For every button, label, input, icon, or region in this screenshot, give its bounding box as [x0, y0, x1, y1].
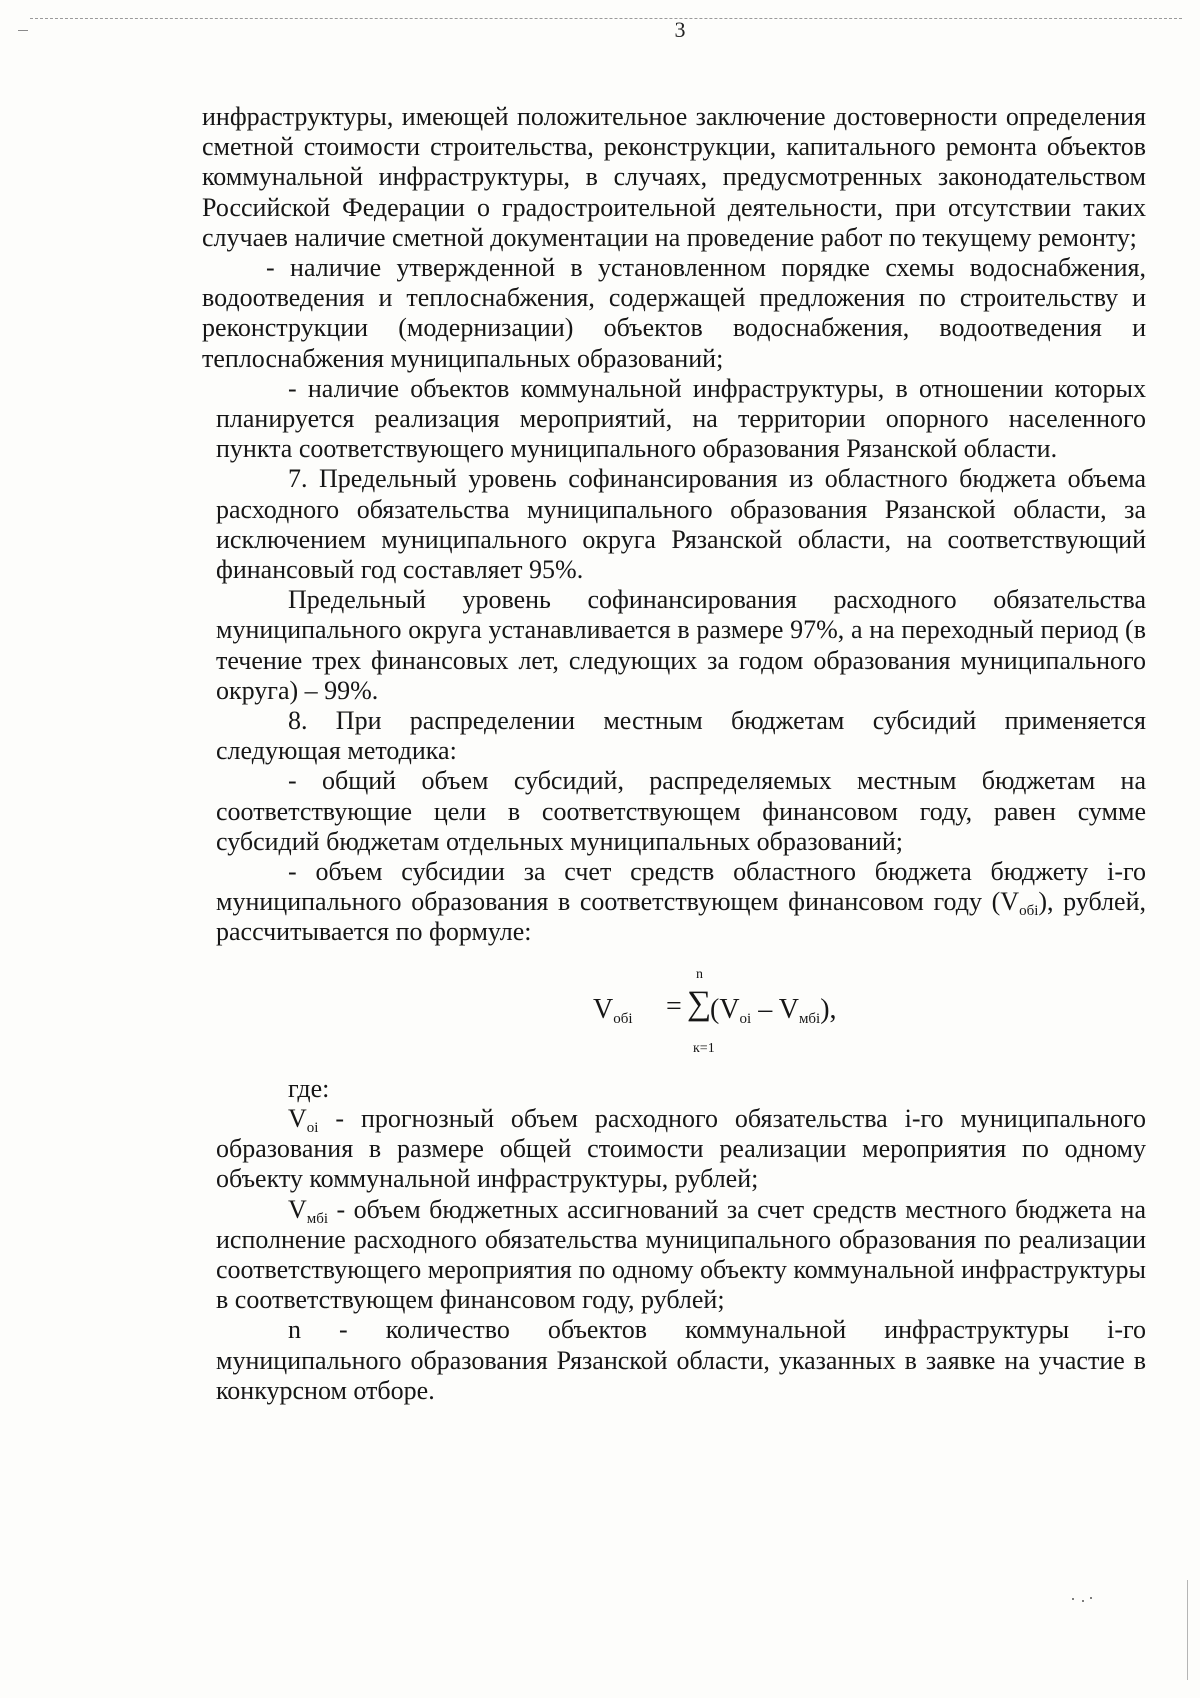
formula-equals: = — [666, 990, 682, 1022]
page-number: 3 — [674, 17, 686, 42]
definition-v-oi: $V_{оi}$ - прогнозный объем расходного обязательства i-го муниципального образования в размере общей стоимости реализации мероприятия по одному объекту коммунальной инфраструктуры, рублей; — [216, 1103, 1146, 1194]
formula-rhs: $(V_{оi} - V_{мбi})$, — [710, 993, 837, 1027]
scan-speck — [1090, 1597, 1092, 1599]
paragraph-cofinancing-district: Предельный уровень софинансирования расходного обязательства муниципального округа устанавливается в размере 97%, а на переходный период (в течение трех финансовых лет, следующих за годом образования муниципального округа) – 99%. — [216, 585, 1146, 705]
formula-lhs: $V_{обi}$ — [593, 993, 633, 1027]
paragraph-item-8: 8. При распределении местным бюджетам субсидий применяется следующая методика: — [216, 706, 1146, 766]
sigma-symbol: ∑ — [687, 984, 712, 1022]
paragraph-scheme-requirement: - наличие утвержденной в установленном порядке схемы водоснабжения, водоотведения и теплоснабжения, содержащей предложения по строительству и реконструкции (модернизации) объектов водоснабжения, водоотведения и теплоснабжения муниципальных образований; — [202, 253, 1146, 373]
paragraph-item-7: 7. Предельный уровень софинансирования из областного бюджета объема расходного обязательства муниципального образования Рязанской области, за исключением муниципального округа Рязанской области, на соответствующий финансовый год составляет 95%. — [216, 464, 1146, 585]
paragraph-objects-requirement: - наличие объектов коммунальной инфраструктуры, в отношении которых планируется реализация мероприятий, на территории опорного населенного пункта соответствующего муниципального образования Рязанской области. — [216, 373, 1146, 464]
document-body — [202, 102, 1146, 1406]
subsidy-formula — [202, 952, 1146, 1074]
formula-lower-limit: к=1 — [693, 1040, 715, 1056]
scan-speck — [1072, 1598, 1074, 1600]
scan-right-edge — [1187, 1580, 1188, 1680]
definition-v-mbi: $V_{мбi}$ - объем бюджетных ассигнований за счет средств местного бюджета на исполнение расходного обязательства муниципального образования по реализации соответствующего мероприятия по одному объекту коммунальной инфраструктуры в соответствующем финансовом году, рублей; — [216, 1194, 1146, 1315]
formula-upper-limit: n — [696, 966, 703, 982]
paragraph-subsidy-volume: - объем субсидии за счет средств областного бюджета бюджету i-го муниципального образования в соответствующем финансовом году $(V_{обi})$, рублей, рассчитывается по формуле: — [216, 857, 1147, 947]
where-label: где: — [288, 1073, 330, 1103]
definition-n: n - количество объектов коммунальной инфраструктуры i-го муниципального образования Рязанской области, указанных в заявке на участие в конкурсном отборе. — [216, 1315, 1146, 1405]
paragraph-total-subsidy: - общий объем субсидий, распределяемых местным бюджетам на соответствующие цели в соответствующем финансовом году, равен сумме субсидий бюджетам отдельных муниципальных образований; — [216, 766, 1146, 856]
scan-speck — [1082, 1600, 1084, 1602]
paragraph-continued: инфраструктуры, имеющей положительное заключение достоверности определения сметной стоимости строительства, реконструкции, капитального ремонта объектов коммунальной инфраструктуры, в случаях, предусмотренных законодательством Российской Федерации о градостроительной деятельности, при отсутствии таких случаев наличие сметной документации на проведение работ по текущему ремонту; — [202, 102, 1146, 252]
